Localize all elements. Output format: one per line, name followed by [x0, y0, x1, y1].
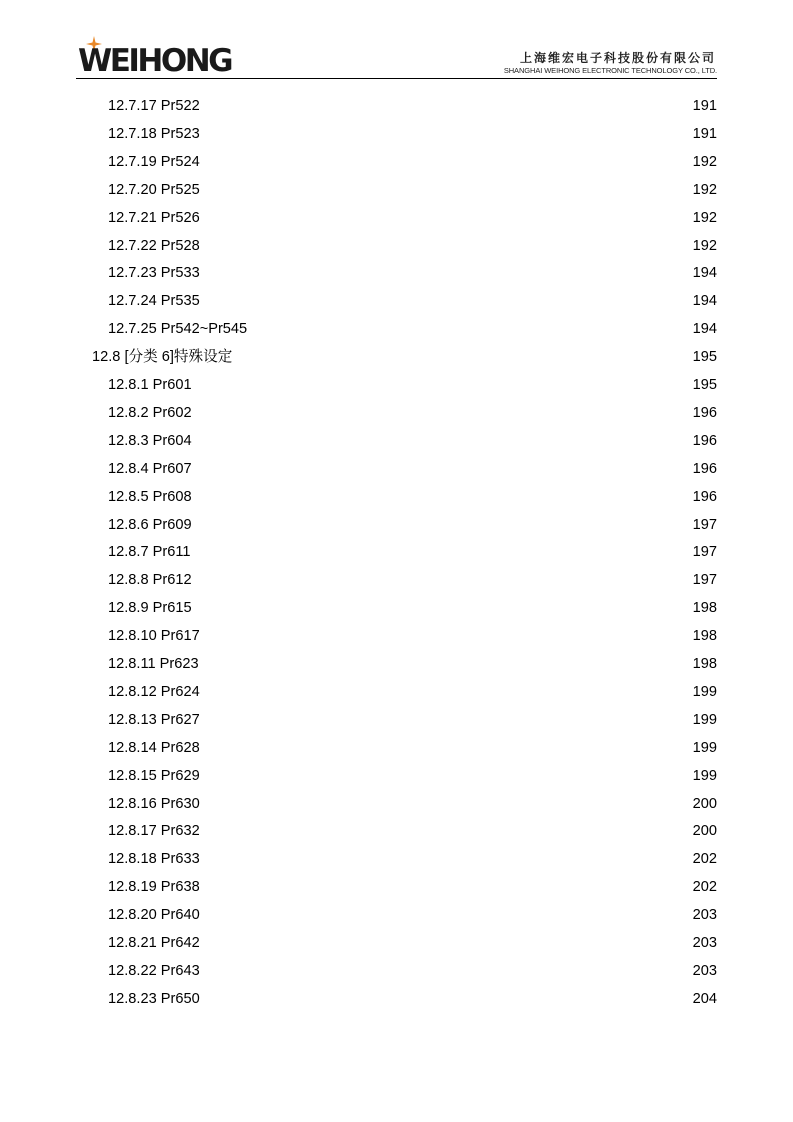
toc-entry-page-number: 192: [692, 153, 717, 170]
toc-entry-page-number: 203: [692, 907, 717, 924]
toc-entry[interactable]: [108, 682, 717, 702]
company-name-chinese: 上海维宏电子科技股份有限公司: [519, 51, 716, 65]
toc-entry[interactable]: [108, 487, 717, 507]
toc-entry-page-number: 194: [692, 321, 717, 338]
toc-entry[interactable]: [108, 766, 717, 786]
toc-entry-page-number: 195: [692, 349, 717, 366]
toc-leader-dots: [248, 323, 691, 335]
toc-leader-dots: [201, 714, 692, 726]
toc-entry-page-number: 199: [692, 767, 717, 784]
toc-entry[interactable]: [108, 626, 717, 646]
toc-entry-label: 12.7.25 Pr542~Pr545: [108, 321, 248, 338]
toc-leader-dots: [201, 881, 692, 893]
toc-entry[interactable]: [108, 849, 717, 869]
toc-entry-page-number: 198: [692, 628, 717, 645]
toc-leader-dots: [193, 407, 692, 419]
toc-leader-dots: [201, 825, 692, 837]
page-header: [0, 0, 793, 80]
toc-leader-dots: [201, 267, 692, 279]
toc-entry-label: 12.8.13 Pr627: [108, 711, 200, 728]
toc-entry-label: 12.8.6 Pr609: [108, 516, 192, 533]
toc-entry-page-number: 202: [692, 879, 717, 896]
toc-entry-label: 12.8.11 Pr623: [108, 656, 199, 672]
toc-entry-page-number: 197: [692, 572, 717, 589]
toc-entry[interactable]: [108, 431, 717, 451]
toc-leader-dots: [193, 379, 692, 391]
toc-entry-label: 12.8.2 Pr602: [108, 404, 192, 421]
toc-entry-page-number: 194: [692, 265, 717, 282]
toc-leader-dots: [233, 351, 691, 363]
toc-entry-label: 12.7.18 Pr523: [108, 125, 200, 142]
toc-entry[interactable]: [108, 236, 717, 256]
toc-entry[interactable]: [108, 263, 717, 283]
toc-entry-label: 12.8.3 Pr604: [108, 432, 192, 449]
toc-entry-label: 12.7.23 Pr533: [108, 265, 200, 282]
toc-leader-dots: [201, 184, 692, 196]
toc-entry[interactable]: [108, 821, 717, 841]
toc-entry[interactable]: [108, 180, 717, 200]
toc-leader-dots: [201, 909, 692, 921]
toc-leader-dots: [201, 295, 692, 307]
toc-entry-page-number: 197: [692, 516, 717, 533]
toc-leader-dots: [192, 546, 692, 558]
toc-entry-page-number: 196: [692, 432, 717, 449]
toc-entry[interactable]: [108, 598, 717, 618]
toc-entry[interactable]: [108, 794, 717, 814]
toc-entry-label: 12.8.12 Pr624: [108, 683, 200, 700]
toc-leader-dots: [201, 212, 692, 224]
toc-leader-dots: [193, 491, 692, 503]
toc-leader-dots: [201, 937, 692, 949]
toc-entry[interactable]: [108, 152, 717, 172]
toc-entry-label: 12.7.22 Pr528: [108, 237, 200, 254]
toc-entry-page-number: 199: [692, 739, 717, 756]
toc-entry-label: 12.7.17 Pr522: [108, 98, 200, 114]
toc-entry-label: 12.8.20 Pr640: [108, 907, 200, 924]
toc-entry-label: 12.8.18 Pr633: [108, 851, 200, 868]
toc-entry[interactable]: [108, 459, 717, 479]
toc-entry[interactable]: [108, 654, 717, 674]
toc-leader-dots: [193, 602, 692, 614]
toc-entry-label: 12.8.17 Pr632: [108, 823, 200, 840]
toc-leader-dots: [193, 519, 692, 531]
toc-leader-dots: [201, 798, 692, 810]
toc-leader-dots: [201, 240, 692, 252]
toc-entry-page-number: 199: [692, 711, 717, 728]
toc-entry[interactable]: [108, 905, 717, 925]
toc-entry-label: 12.8.23 Pr650: [108, 990, 200, 1007]
toc-entry[interactable]: [108, 96, 717, 116]
toc-entry-page-number: 198: [692, 656, 717, 672]
toc-entry[interactable]: [108, 515, 717, 535]
toc-entry-page-number: 196: [692, 460, 717, 477]
toc-entry-label: 12.8.1 Pr601: [108, 377, 192, 393]
toc-entry-label: 12.8.9 Pr615: [108, 600, 192, 617]
toc-entry-label: 12.8 [分类 6]特殊设定: [92, 349, 233, 366]
toc-entry-label: 12.7.21 Pr526: [108, 209, 200, 226]
toc-entry-label: 12.8.16 Pr630: [108, 795, 200, 812]
toc-entry[interactable]: [108, 933, 717, 953]
toc-entry-page-number: 203: [692, 962, 717, 979]
toc-entry-label: 12.8.5 Pr608: [108, 488, 192, 505]
toc-leader-dots: [201, 993, 692, 1005]
toc-entry[interactable]: [108, 403, 717, 423]
toc-entry[interactable]: [108, 961, 717, 981]
toc-leader-dots: [201, 742, 692, 754]
toc-leader-dots: [193, 574, 692, 586]
toc-entry[interactable]: [108, 738, 717, 758]
toc-entry-label: 12.8.10 Pr617: [108, 628, 200, 645]
toc-leader-dots: [201, 100, 692, 112]
toc-entry-label: 12.8.14 Pr628: [108, 739, 200, 756]
toc-entry[interactable]: [108, 319, 717, 339]
company-name-english: SHANGHAI WEIHONG ELECTRONIC TECHNOLOGY CO., LTD.: [503, 66, 717, 75]
toc-entry[interactable]: [108, 710, 717, 730]
toc-entry[interactable]: [108, 989, 717, 1009]
toc-entry[interactable]: [108, 877, 717, 897]
toc-entry[interactable]: [108, 291, 717, 311]
toc-entry-page-number: 204: [692, 990, 717, 1007]
toc-leader-dots: [201, 630, 692, 642]
toc-entry-page-number: 196: [692, 488, 717, 505]
toc-entry-label: 12.8.19 Pr638: [108, 879, 200, 896]
toc-entry[interactable]: [108, 375, 717, 395]
toc-entry-page-number: 198: [692, 600, 717, 617]
toc-entry-page-number: 203: [692, 935, 717, 951]
toc-entry-page-number: 191: [692, 98, 717, 114]
toc-entry-label: 12.8.4 Pr607: [108, 460, 192, 477]
toc-entry-page-number: 202: [692, 851, 717, 868]
toc-entry-page-number: 200: [692, 795, 717, 812]
toc-leader-dots: [201, 853, 692, 865]
company-logo: WEIHONG: [78, 43, 232, 79]
toc-entry-page-number: 196: [692, 404, 717, 421]
toc-entry-label: 12.8.21 Pr642: [108, 935, 200, 951]
toc-leader-dots: [201, 156, 692, 168]
toc-entry[interactable]: [92, 347, 717, 367]
toc-entry-label: 12.7.20 Pr525: [108, 181, 200, 198]
toc-entry-label: 12.8.8 Pr612: [108, 572, 192, 589]
toc-leader-dots: [201, 128, 692, 140]
toc-entry-page-number: 192: [692, 237, 717, 254]
toc-leader-dots: [201, 770, 692, 782]
toc-entry-page-number: 191: [692, 125, 717, 142]
toc-entry-page-number: 200: [692, 823, 717, 840]
toc-entry-page-number: 194: [692, 293, 717, 310]
toc-entry-label: 12.8.7 Pr611: [108, 544, 191, 561]
header-divider: [76, 78, 717, 79]
toc-entry-page-number: 195: [692, 377, 717, 393]
toc-entry[interactable]: [108, 208, 717, 228]
toc-entry-page-number: 197: [692, 544, 717, 561]
toc-entry[interactable]: [108, 124, 717, 144]
toc-entry-label: 12.7.19 Pr524: [108, 153, 200, 170]
toc-leader-dots: [193, 463, 692, 475]
toc-leader-dots: [200, 658, 692, 670]
toc-entry-label: 12.8.22 Pr643: [108, 962, 200, 979]
toc-entry[interactable]: [108, 542, 717, 562]
toc-entry-label: 12.8.15 Pr629: [108, 767, 200, 784]
toc-leader-dots: [201, 965, 692, 977]
toc-entry-label: 12.7.24 Pr535: [108, 293, 200, 310]
toc-entry-page-number: 192: [692, 209, 717, 226]
toc-entry-page-number: 192: [692, 181, 717, 198]
toc-leader-dots: [193, 435, 692, 447]
toc-entry[interactable]: [108, 570, 717, 590]
toc-entry-page-number: 199: [692, 683, 717, 700]
toc-leader-dots: [201, 686, 692, 698]
